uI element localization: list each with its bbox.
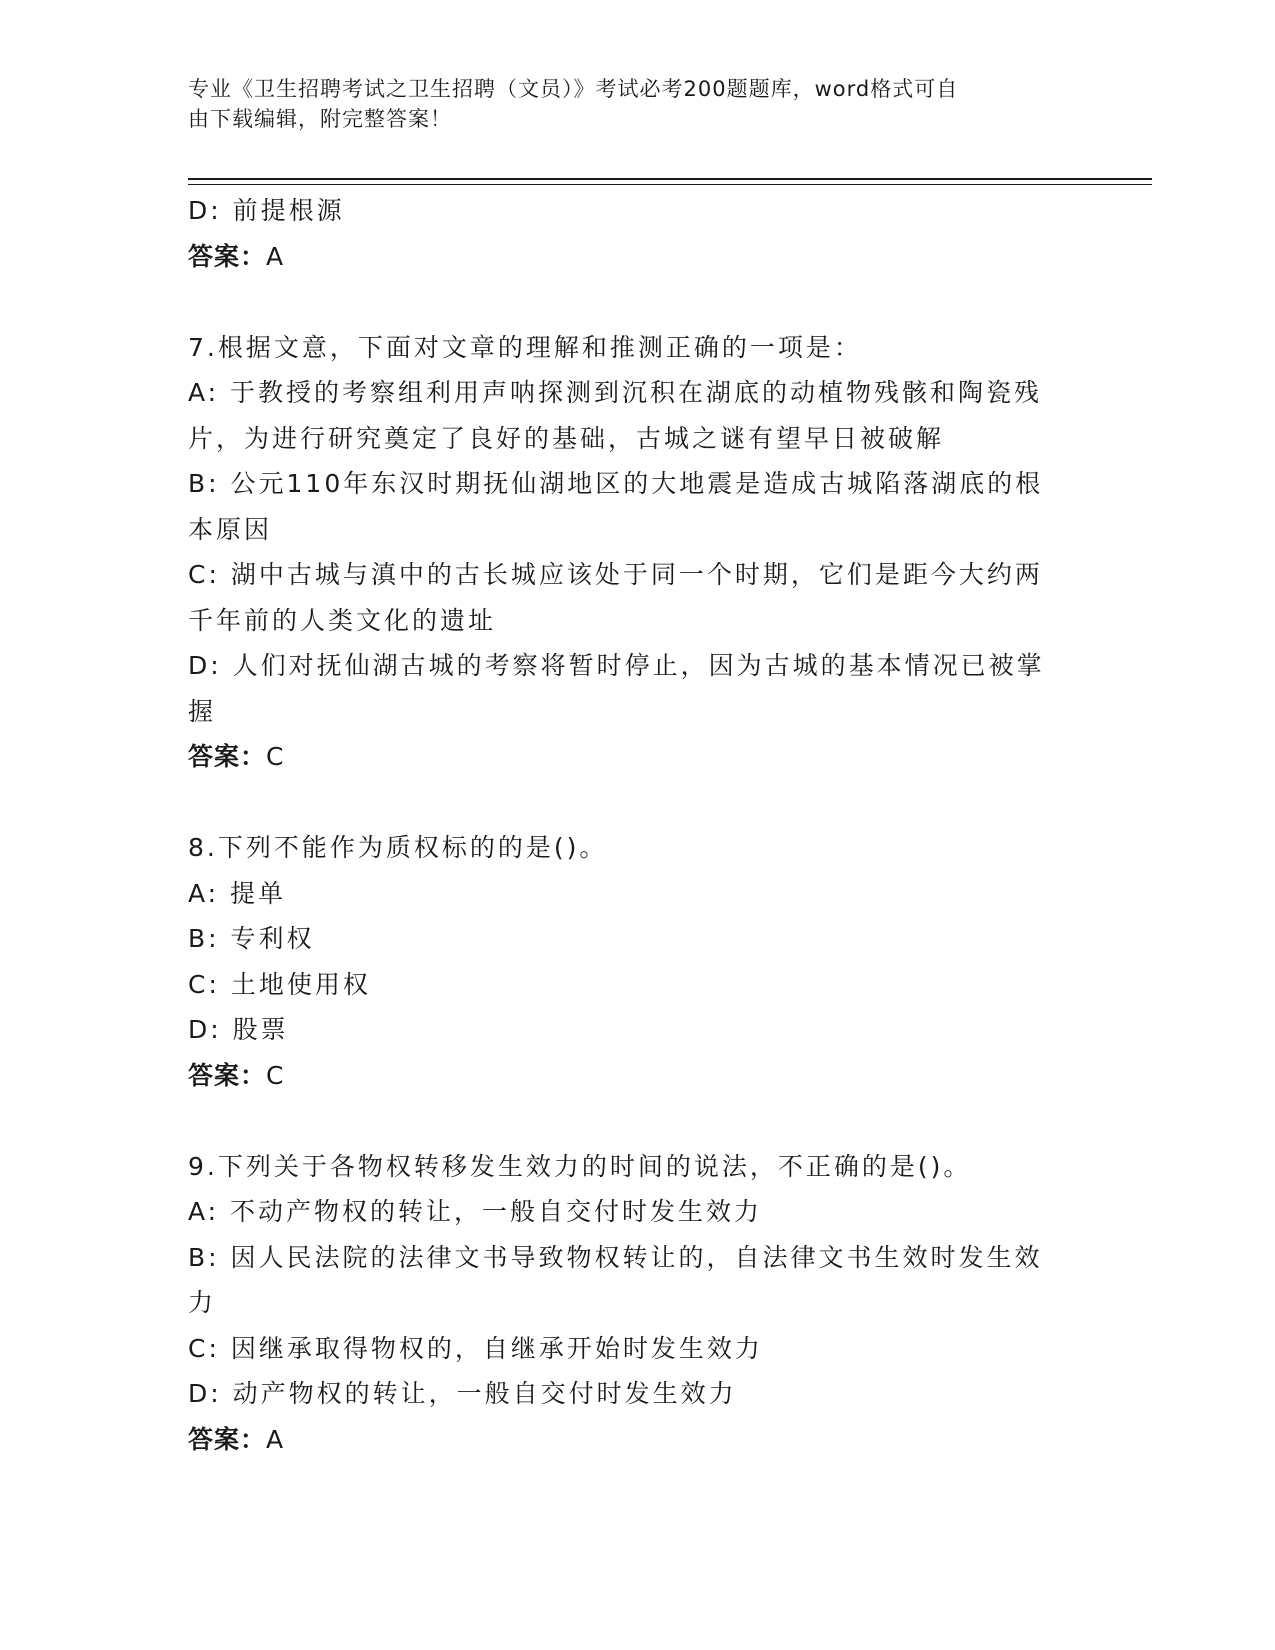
answer-value: A xyxy=(266,1424,285,1454)
answer-line xyxy=(188,1417,1088,1463)
answer-label: 答案： xyxy=(188,742,267,771)
option-d: D: 股票 xyxy=(188,1015,289,1044)
option-a-line-1: A: 于教授的考察组利用声呐探测到沉积在湖底的动植物残骸和陶瓷残 xyxy=(188,378,1043,407)
option-b: B: 专利权 xyxy=(188,924,315,953)
question-stem: 8.下列不能作为质权标的的是()。 xyxy=(188,833,608,862)
question-stem: 9.下列关于各物权转移发生效力的时间的说法，不正确的是()。 xyxy=(188,1151,972,1181)
question-stem: 7.根据文意，下面对文章的理解和推测正确的一项是： xyxy=(188,332,862,362)
option-b-line-1: B: 因人民法院的法律文书导致物权转让的，自法律文书生效时发生效 xyxy=(188,1242,1043,1272)
option-a: A: 提单 xyxy=(188,878,287,908)
question-content xyxy=(188,188,1088,1462)
option-c-line-2: 千年前的人类文化的遗址 xyxy=(188,605,497,635)
option-b-line-1: B: 公元110年东汉时期抚仙湖地区的大地震是造成古城陷落湖底的根 xyxy=(188,469,1044,498)
header-divider-thin xyxy=(188,184,1152,185)
option-b-line-2: 本原因 xyxy=(188,514,273,544)
header-line-2: 由下载编辑，附完整答案！ xyxy=(188,107,452,131)
answer-line xyxy=(188,734,1088,780)
option-a-line-2: 片，为进行研究奠定了良好的基础，古城之谜有望早日被破解 xyxy=(188,423,945,453)
question-8 xyxy=(188,825,1088,1098)
header-line-1: 专业《卫生招聘考试之卫生招聘（文员）》考试必考200题题库，word格式可自 xyxy=(188,77,959,101)
answer-label: 答案： xyxy=(188,241,267,271)
answer-line xyxy=(188,234,1088,280)
answer-label: 答案： xyxy=(188,1424,267,1454)
answer-value: C xyxy=(266,742,285,771)
question-9 xyxy=(188,1144,1088,1463)
answer-value: A xyxy=(266,241,285,271)
spacer xyxy=(188,279,1088,325)
answer-line xyxy=(188,1053,1088,1099)
option-d: D: 前提根源 xyxy=(188,196,345,225)
header-divider-thick xyxy=(188,178,1152,180)
option-a: A: 不动产物权的转让，一般自交付时发生效力 xyxy=(188,1197,763,1226)
option-c-line-1: C: 湖中古城与滇中的古长城应该处于同一个时期，它们是距今大约两 xyxy=(188,560,1043,589)
option-d-line-2: 握 xyxy=(188,696,217,726)
answer-value: C xyxy=(266,1060,285,1090)
option-b-line-2: 力 xyxy=(188,1288,217,1317)
question-7 xyxy=(188,325,1088,780)
answer-label: 答案： xyxy=(188,1060,267,1090)
option-d: D: 动产物权的转让，一般自交付时发生效力 xyxy=(188,1379,737,1408)
spacer xyxy=(188,1098,1088,1144)
spacer xyxy=(188,780,1088,826)
page-header xyxy=(188,74,1068,134)
option-c: C: 因继承取得物权的，自继承开始时发生效力 xyxy=(188,1333,763,1363)
prev-question-tail xyxy=(188,188,1088,279)
option-d-line-1: D: 人们对抚仙湖古城的考察将暂时停止，因为古城的基本情况已被掌 xyxy=(188,651,1045,680)
option-c: C: 土地使用权 xyxy=(188,969,371,999)
